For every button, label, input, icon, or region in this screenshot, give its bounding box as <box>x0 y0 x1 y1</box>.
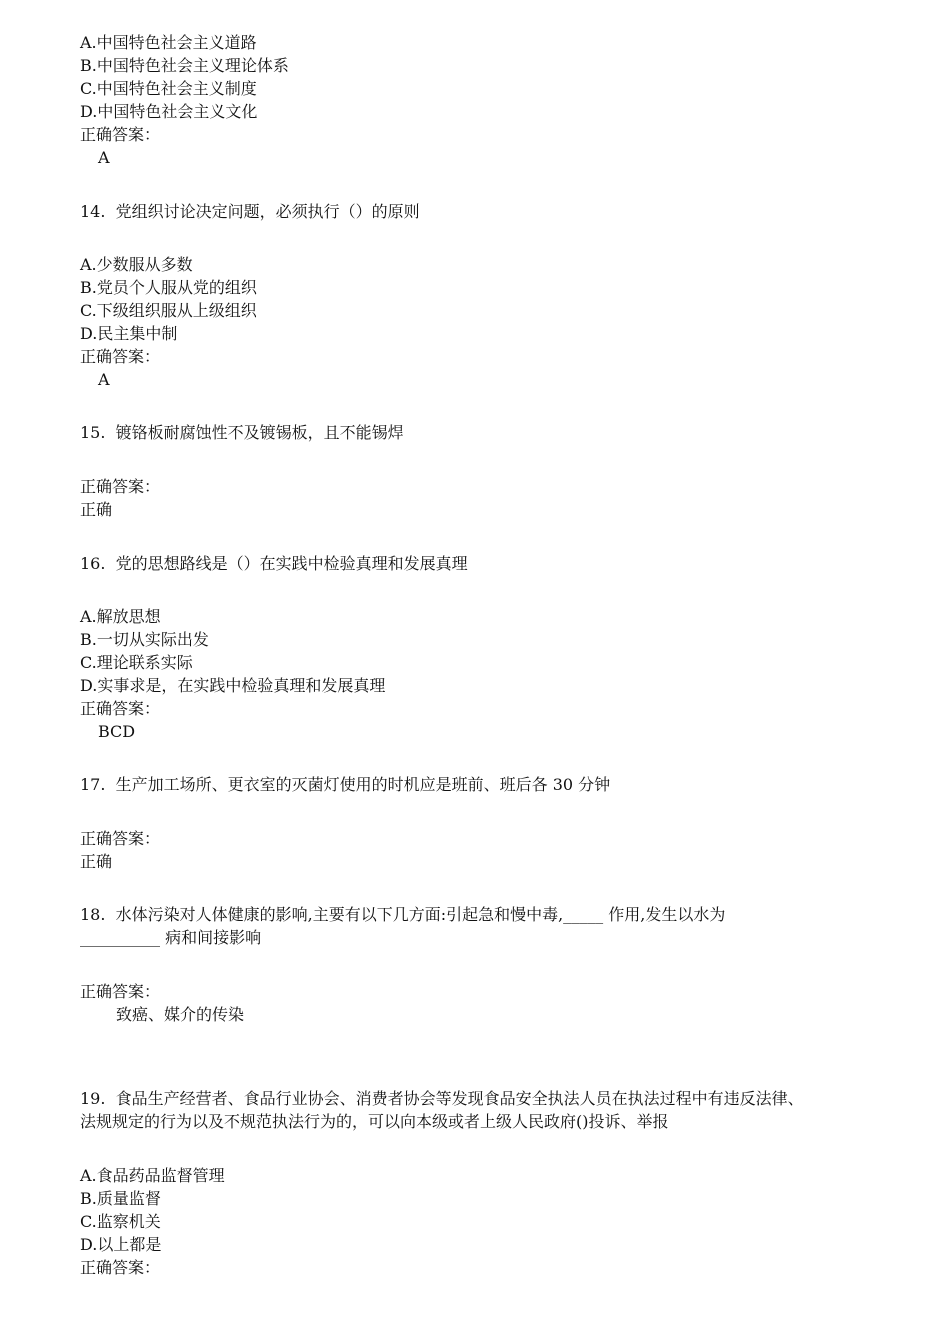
option-c: C.下级组织服从上级组织 <box>80 301 257 320</box>
option-d: D.实事求是，在实践中检验真理和发展真理 <box>80 676 386 695</box>
answer-value: A <box>98 370 110 389</box>
option-b: B.中国特色社会主义理论体系 <box>80 56 289 75</box>
option-a: A.少数服从多数 <box>80 255 193 274</box>
option-b: B.一切从实际出发 <box>80 630 209 649</box>
option-a: A.中国特色社会主义道路 <box>80 33 257 52</box>
question-18-line-1: 18. 水体污染对人体健康的影响,主要有以下几方面:引起急和慢中毒,_____ 作用,发生以水为 <box>80 905 726 924</box>
answer-label: 正确答案： <box>80 829 161 848</box>
answer-label: 正确答案： <box>80 347 161 366</box>
question-19-line-2: 法规规定的行为以及不规范执法行为的，可以向本级或者上级人民政府()投诉、举报 <box>80 1112 669 1131</box>
option-c: C.中国特色社会主义制度 <box>80 79 257 98</box>
question-17: 17. 生产加工场所、更衣室的灭菌灯使用的时机应是班前、班后各 30 分钟 <box>80 775 611 794</box>
option-b: B.质量监督 <box>80 1189 161 1208</box>
option-c: C.理论联系实际 <box>80 653 193 672</box>
question-14: 14. 党组织讨论决定问题，必须执行（）的原则 <box>80 202 420 221</box>
answer-label: 正确答案： <box>80 125 161 144</box>
question-19-line-1: 19. 食品生产经营者、食品行业协会、消费者协会等发现食品安全执法人员在执法过程中有违反法律、 <box>80 1089 804 1108</box>
question-16: 16. 党的思想路线是（）在实践中检验真理和发展真理 <box>80 554 468 573</box>
answer-label: 正确答案： <box>80 477 161 496</box>
option-d: D.中国特色社会主义文化 <box>80 102 258 121</box>
answer-value: 正确 <box>80 500 113 519</box>
question-18-line-2: __________ 病和间接影响 <box>80 928 262 947</box>
answer-value: A <box>98 148 110 167</box>
answer-value: 正确 <box>80 852 113 871</box>
answer-label: 正确答案： <box>80 699 161 718</box>
option-d: D.民主集中制 <box>80 324 178 343</box>
option-c: C.监察机关 <box>80 1212 161 1231</box>
answer-label: 正确答案： <box>80 982 161 1001</box>
answer-value: BCD <box>98 722 136 741</box>
answer-value: 致癌、媒介的传染 <box>116 1005 245 1024</box>
answer-label: 正确答案： <box>80 1258 161 1277</box>
option-a: A.解放思想 <box>80 607 161 626</box>
option-b: B.党员个人服从党的组织 <box>80 278 257 297</box>
option-d: D.以上都是 <box>80 1235 162 1254</box>
option-a: A.食品药品监督管理 <box>80 1166 225 1185</box>
question-15: 15. 镀铬板耐腐蚀性不及镀锡板，且不能锡焊 <box>80 423 404 442</box>
